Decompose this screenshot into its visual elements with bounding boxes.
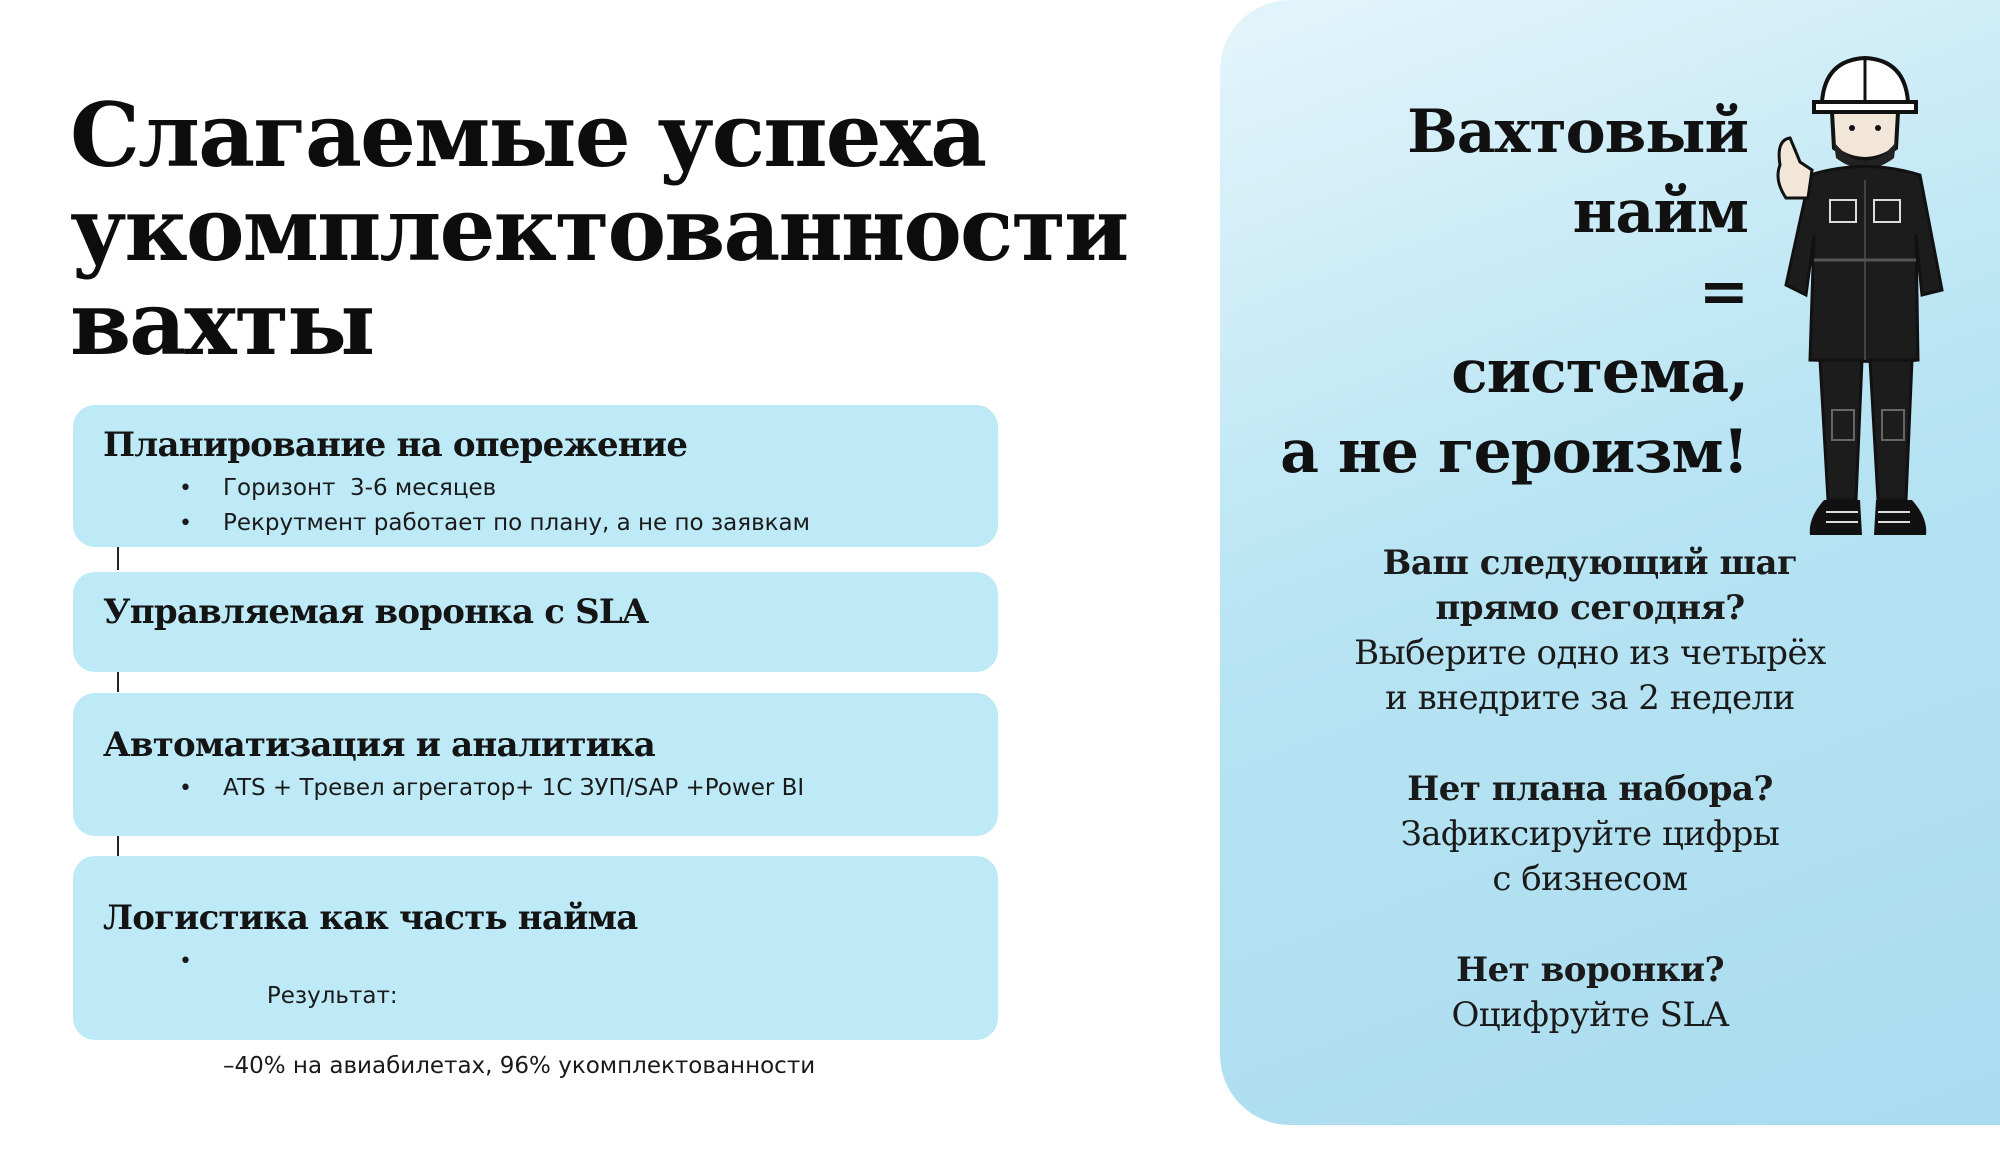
cta-question: Ваш следующий шаг xyxy=(1382,543,1798,583)
bullet-line: –40% на авиабилетах, 96% укомплектованности xyxy=(223,1053,816,1079)
step-title: Автоматизация и аналитика xyxy=(103,725,655,765)
slogan-line: найм xyxy=(1572,177,1748,247)
cta-answer: Зафиксируйте цифры xyxy=(1400,814,1780,854)
cta-next-step xyxy=(1310,541,1870,721)
cta-answer: Выберите одно из четырёх xyxy=(1354,633,1826,673)
bullet-item: • ATS + Тревел агрегатор+ 1С ЗУП/SAP +Power BI xyxy=(223,771,968,806)
step-card-automation xyxy=(73,693,998,836)
slogan-line: Вахтовый xyxy=(1407,97,1748,167)
step-title: Управляемая воронка с SLA xyxy=(103,592,648,632)
cta-question: прямо сегодня? xyxy=(1435,588,1745,628)
cta-answer: Оцифруйте SLA xyxy=(1451,995,1729,1035)
bullet-item: • Горизонт 3-6 месяцев xyxy=(223,471,968,506)
cta-no-funnel xyxy=(1310,948,1870,1038)
title-line: вахты xyxy=(70,271,374,375)
bullet-item xyxy=(223,944,968,1154)
cta-answer: с бизнесом xyxy=(1492,859,1688,899)
title-line: укомплектованности xyxy=(70,177,1128,281)
cta-question: Нет воронки? xyxy=(1456,950,1724,990)
worker-illustration xyxy=(1770,30,1970,560)
cta-no-plan xyxy=(1310,767,1870,902)
cta-answer: и внедрите за 2 недели xyxy=(1385,678,1795,718)
bullet-line: Результат: xyxy=(266,983,398,1009)
step-bullets xyxy=(103,944,968,1154)
step-card-planning xyxy=(73,405,998,547)
slogan xyxy=(1188,92,1748,492)
step-card-logistics xyxy=(73,856,998,1079)
step-bullets xyxy=(103,771,968,806)
cta-question: Нет плана набора? xyxy=(1407,769,1773,809)
slogan-line: = xyxy=(1698,257,1748,327)
step-title: Планирование на опережение xyxy=(103,425,688,465)
step-card-funnel xyxy=(73,572,998,672)
slogan-line: а не героизм! xyxy=(1280,417,1748,487)
slogan-line: система, xyxy=(1451,337,1748,407)
flow-connector xyxy=(117,670,119,692)
step-bullets xyxy=(103,471,968,541)
bullet-item: • Рекрутмент работает по плану, а не по заявкам xyxy=(223,506,968,541)
step-title: Логистика как часть найма xyxy=(103,898,638,938)
page-title xyxy=(70,83,1170,375)
title-line: Слагаемые успеха xyxy=(70,83,986,187)
